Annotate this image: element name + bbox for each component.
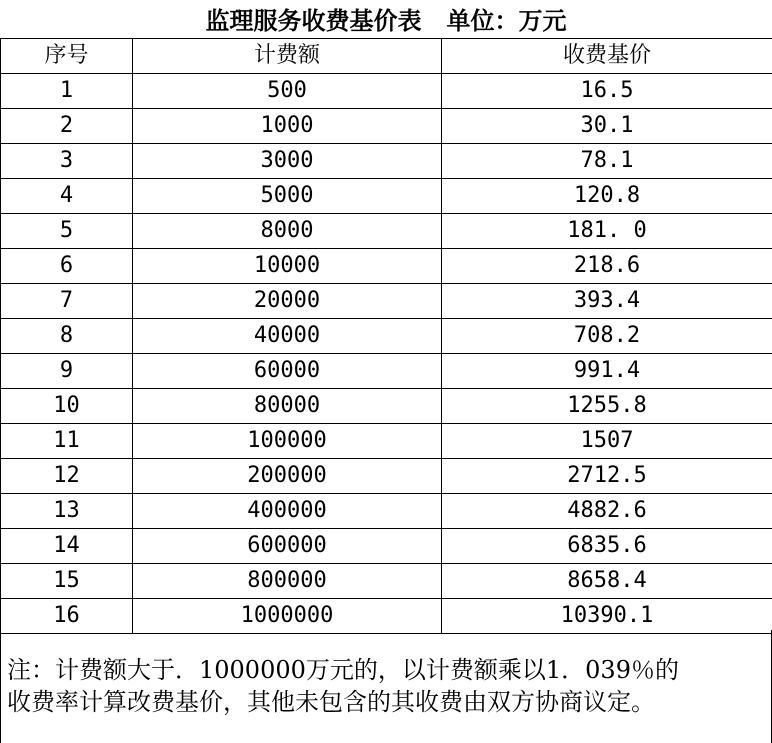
- cell-fee-amount: 1000: [133, 109, 442, 144]
- note-box: [0, 630, 772, 743]
- fee-table: [0, 38, 772, 634]
- table-row: [1, 249, 772, 284]
- cell-base-price: 1255.8: [442, 389, 772, 424]
- cell-base-price: 708.2: [442, 319, 772, 354]
- header-fee-amount: 计费额: [133, 39, 442, 74]
- cell-index: 6: [1, 249, 133, 284]
- cell-base-price: 10390.1: [442, 599, 772, 634]
- footnote: [7, 654, 771, 718]
- cell-base-price: 393.4: [442, 284, 772, 319]
- footnote-line-1: 注：计费额大于．1000000万元的，以计费额乘以1．039％的: [7, 656, 679, 684]
- cell-fee-amount: 500: [133, 74, 442, 109]
- cell-index: 10: [1, 389, 133, 424]
- cell-fee-amount: 80000: [133, 389, 442, 424]
- cell-base-price: 1507: [442, 424, 772, 459]
- cell-fee-amount: 3000: [133, 144, 442, 179]
- cell-fee-amount: 5000: [133, 179, 442, 214]
- table-title: 监理服务收费基价表 单位：万元: [205, 6, 567, 35]
- cell-fee-amount: 400000: [133, 494, 442, 529]
- table-row: [1, 144, 772, 179]
- table-row: [1, 599, 772, 634]
- cell-fee-amount: 60000: [133, 354, 442, 389]
- table-row: [1, 319, 772, 354]
- cell-fee-amount: 600000: [133, 529, 442, 564]
- cell-base-price: 218.6: [442, 249, 772, 284]
- table-row: [1, 564, 772, 599]
- cell-base-price: 6835.6: [442, 529, 772, 564]
- cell-index: 16: [1, 599, 133, 634]
- header-row: [1, 39, 772, 74]
- cell-base-price: 991.4: [442, 354, 772, 389]
- table-body: [1, 74, 772, 634]
- cell-fee-amount: 8000: [133, 214, 442, 249]
- table-row: [1, 389, 772, 424]
- cell-index: 15: [1, 564, 133, 599]
- cell-index: 1: [1, 74, 133, 109]
- cell-base-price: 120.8: [442, 179, 772, 214]
- table-row: [1, 529, 772, 564]
- cell-fee-amount: 1000000: [133, 599, 442, 634]
- cell-index: 11: [1, 424, 133, 459]
- cell-base-price: 16.5: [442, 74, 772, 109]
- cell-index: 2: [1, 109, 133, 144]
- cell-base-price: 2712.5: [442, 459, 772, 494]
- cell-base-price: 4882.6: [442, 494, 772, 529]
- cell-fee-amount: 100000: [133, 424, 442, 459]
- cell-index: 12: [1, 459, 133, 494]
- cell-fee-amount: 10000: [133, 249, 442, 284]
- cell-index: 9: [1, 354, 133, 389]
- table-row: [1, 109, 772, 144]
- cell-index: 14: [1, 529, 133, 564]
- header-base-price: 收费基价: [442, 39, 772, 74]
- table-row: [1, 494, 772, 529]
- cell-fee-amount: 40000: [133, 319, 442, 354]
- cell-fee-amount: 200000: [133, 459, 442, 494]
- cell-index: 5: [1, 214, 133, 249]
- table-row: [1, 284, 772, 319]
- cell-base-price: 181. 0: [442, 214, 772, 249]
- cell-base-price: 30.1: [442, 109, 772, 144]
- footnote-line-2: 收费率计算改费基价，其他未包含的其收费由双方协商议定。: [7, 688, 655, 716]
- cell-fee-amount: 20000: [133, 284, 442, 319]
- cell-base-price: 8658.4: [442, 564, 772, 599]
- table-row: [1, 424, 772, 459]
- cell-index: 3: [1, 144, 133, 179]
- table-row: [1, 459, 772, 494]
- table-row: [1, 179, 772, 214]
- table-row: [1, 354, 772, 389]
- cell-index: 8: [1, 319, 133, 354]
- cell-base-price: 78.1: [442, 144, 772, 179]
- cell-index: 13: [1, 494, 133, 529]
- cell-index: 4: [1, 179, 133, 214]
- header-index: 序号: [1, 39, 133, 74]
- table-row: [1, 214, 772, 249]
- cell-index: 7: [1, 284, 133, 319]
- table-row: [1, 74, 772, 109]
- cell-fee-amount: 800000: [133, 564, 442, 599]
